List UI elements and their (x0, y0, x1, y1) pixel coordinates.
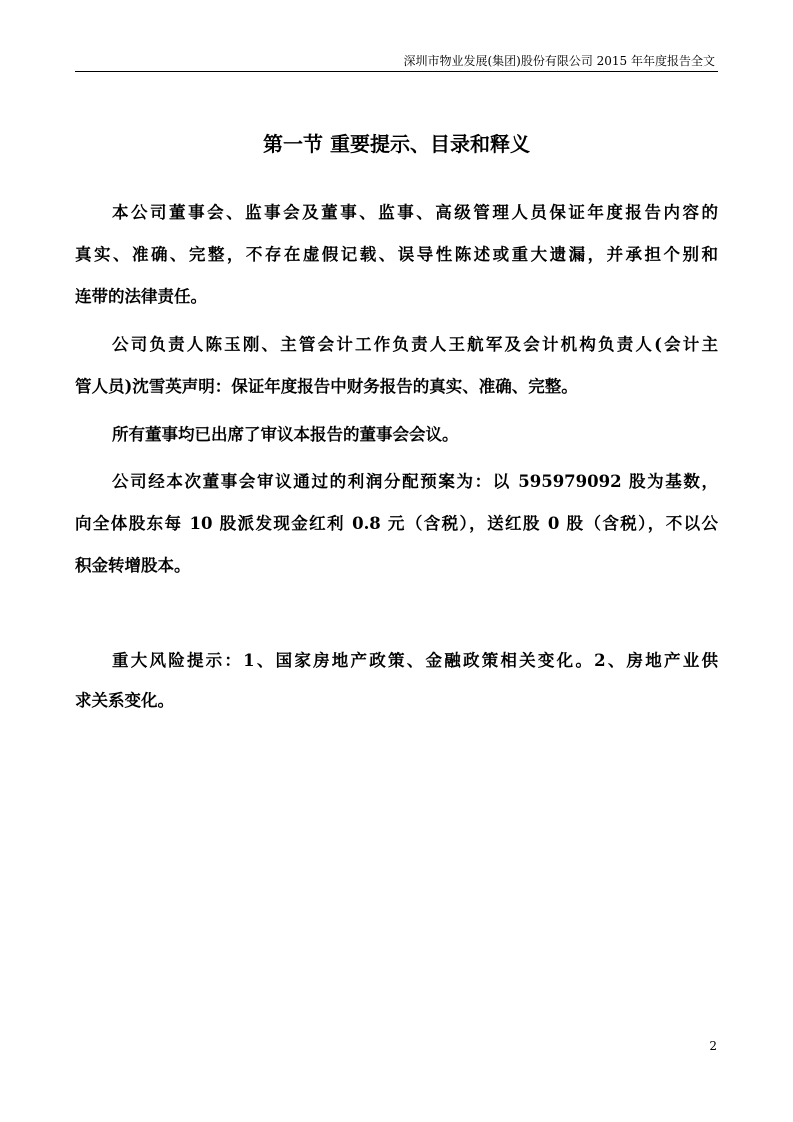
paragraph-line: 求关系变化。 (75, 691, 174, 710)
paragraph-line: 公司经本次董事会审议通过的利润分配预案为：以 595979092 股为基数， (112, 472, 718, 491)
page-number: 2 (709, 1039, 717, 1053)
paragraph-line: 管人员)沈雪英声明：保证年度报告中财务报告的真实、准确、完整。 (75, 377, 578, 396)
paragraph-line: 所有董事均已出席了审议本报告的董事会会议。 (112, 425, 459, 444)
header-document-title: 深圳市物业发展(集团)股份有限公司 2015 年年度报告全文 (403, 54, 715, 68)
paragraph-line: 向全体股东每 10 股派发现金红利 0.8 元（含税），送红股 0 股（含税），不以公 (75, 514, 718, 533)
paragraph-line: 本公司董事会、监事会及董事、监事、高级管理人员保证年度报告内容的 (112, 203, 718, 222)
section-title: 第一节 重要提示、目录和释义 (263, 132, 530, 156)
paragraph-line: 连带的法律责任。 (75, 287, 207, 306)
paragraph-line: 真实、准确、完整，不存在虚假记载、误导性陈述或重大遗漏，并承担个别和 (75, 245, 718, 264)
header-divider (75, 71, 718, 72)
paragraph-line: 重大风险提示：1、国家房地产政策、金融政策相关变化。2、房地产业供 (112, 651, 718, 670)
paragraph-line: 公司负责人陈玉刚、主管会计工作负责人王航军及会计机构负责人(会计主 (112, 335, 718, 354)
paragraph-line: 积金转增股本。 (75, 556, 191, 575)
